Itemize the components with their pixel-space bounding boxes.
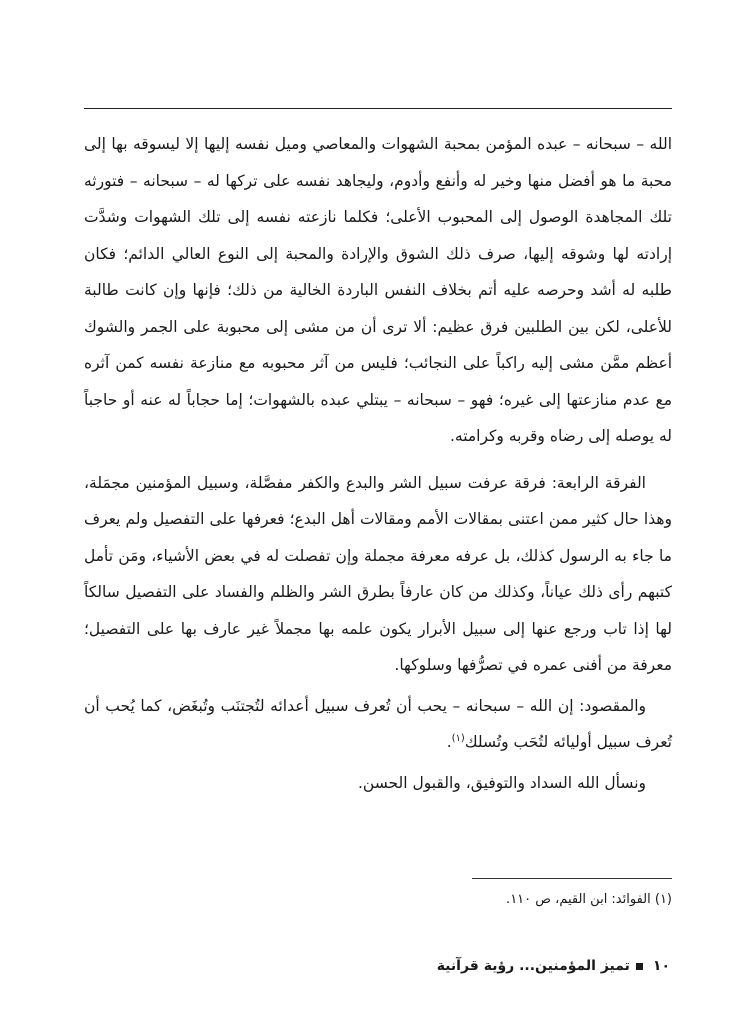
body-text: [84, 126, 672, 801]
paragraph-4: ونسأل الله السداد والتوفيق، والقبول الحسن.: [357, 773, 646, 792]
paragraph-2: الفرقة الرابعة: فرقة عرفت سبيل الشر والبدع والكفر مفصَّلة، وسبيل المؤمنين مجمَلة، وهذا حال كثير ممن اعتنى بمقالات الأمم ومقالات أهل البدع؛ فعرفها على التفصيل ولم يعرف ما جاء به الرسول كذلك، بل عرفه معرفة مجملة وإن تفصلت له في بعض الأشياء، ومَن تأمل كتبهم رأى ذلك عياناً، وكذلك من كان عارفاً بطرق الشر والظلم والفساد على التفصيل سالكاً لها إذا تاب ورجع عنها إلى سبيل الأبرار يكون علمه بها مجملاً غير عارف بها على التفصيل؛ معرفة من أفنى عمره في تصرُّفها وسلوكها.: [84, 473, 672, 674]
footnote: (١) الفوائد: ابن القيم، ص ١١٠.: [506, 892, 672, 907]
paragraph-1: الله – سبحانه – عبده المؤمن بمحبة الشهوات والمعاصي وميل نفسه إليها إلا ليسوقه بها إلى محبة ما هو أفضل منها وخير له وأنفع وأدوم، وليجاهد نفسه على تركها له – سبحانه – فتورثه تلك المجاهدة الوصول إلى المحبوب الأعلى؛ فكلما نازعته نفسه إلى تلك الشهوات وشدَّت إرادته لها وشوقه إليها، صرف ذلك الشوق والإرادة والمحبة إلى النوع العالي الدائم؛ فكان طلبه له أشد وحرصه عليه أتم بخلاف النفس الباردة الخالية من ذلك؛ فإنها وإن كانت طالبة للأعلى، لكن بين الطلبين فرق عظيم: ألا ترى أن من مشى إلى محبوبة على الجمر والشوك أعظم ممَّن مشى إليه راكباً على النجائب؛ فليس من آثر محبوبه مع منازعة نفسه كمن آثره مع عدم منازعتها إلى غيره؛ فهو – سبحانه – يبتلي عبده بالشهوات؛ إما حجاباً له عنه أو حاجباً له يوصله إلى رضاه وقربه وكرامته.: [84, 135, 672, 445]
book-title: تميز المؤمنين... رؤية قرآنية: [436, 958, 630, 974]
running-footer: [340, 954, 670, 978]
page-number: ١٠: [652, 958, 670, 974]
paragraph-3-end: .: [446, 733, 452, 751]
header-rule: [84, 108, 672, 109]
footnote-rule: [472, 878, 672, 879]
paragraph-3-text: والمقصود: إن الله – سبحانه – يحب أن تُعرف سبيل أعدائه لتُجتنَب وتُبغَض، كما يُحب أن تُعرف سبيل أوليائه لتُحَب وتُسلك: [84, 696, 672, 751]
footnote-marker[interactable]: (١): [451, 732, 465, 744]
square-bullet-icon: [636, 963, 643, 970]
paragraph-3: [84, 688, 672, 761]
